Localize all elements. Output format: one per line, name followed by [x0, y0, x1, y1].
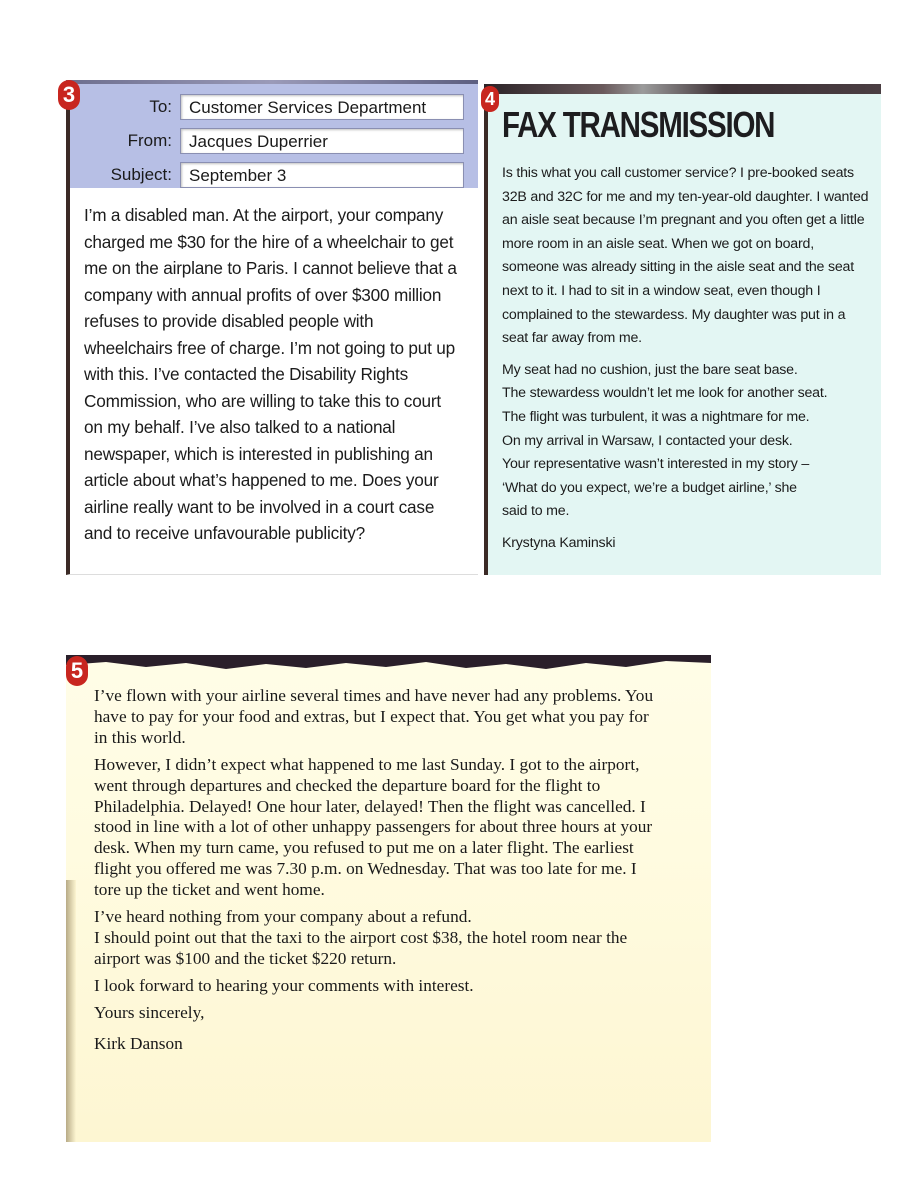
- letter-closing: Yours sincerely,: [94, 1002, 205, 1022]
- fax-line: My seat had no cushion, just the bare seat base.: [502, 361, 798, 378]
- letter-panel: [66, 656, 711, 1142]
- panel-number-badge: 5: [66, 656, 88, 686]
- email-header: [70, 84, 478, 188]
- letter-paragraph: [94, 907, 654, 970]
- fax-top-edge: [484, 84, 881, 94]
- panel-number-badge: 3: [58, 80, 80, 110]
- subject-label: Subject:: [110, 165, 172, 184]
- fax-panel: [484, 84, 881, 575]
- letter-paragraph: However, I didn’t expect what happened to me last Sunday. I got to the airport, went through departures and checked the departure board for the flight to Philadelphia. Delayed! One hour later, delayed! Then the flight was cancelled. I stood in line with a lot of other unhappy passengers for about three hours at your desk. When my turn came, you refused to put me on a later flight. The earliest flight you offered me was 7.30 p.m. on Wednesday. That was too late for me. I tore up the ticket and went home.: [94, 754, 653, 900]
- letter-signature: Kirk Danson: [94, 1033, 183, 1053]
- torn-top-edge: [66, 655, 711, 679]
- from-label: From:: [127, 131, 172, 150]
- to-field: Customer Services Department: [180, 94, 464, 120]
- letter-line: I should point out that the taxi to the airport cost $38, the hotel room near the airport was $100 and the ticket $220 return.: [94, 927, 628, 968]
- letter-line: I’ve heard nothing from your company about a refund.: [94, 907, 472, 927]
- email-panel: [66, 84, 478, 575]
- fax-line: said to me.: [502, 503, 570, 520]
- letter-left-shadow: [66, 880, 76, 1142]
- fax-line: Your representative wasn’t interested in my story –: [502, 456, 810, 473]
- from-field: Jacques Duperrier: [180, 128, 464, 154]
- fax-paragraph: Is this what you call customer service? I pre-booked seats 32B and 32C for me and my ten-year-old daughter. I wanted an aisle seat because I’m pregnant and you often get a little more room in an aisle seat. When we got on board, someone was already sitting in the aisle seat and the seat next to it. I had to sit in a window seat, even though I complained to the stewardess. My daughter was put in a seat far away from me.: [502, 165, 869, 347]
- panel-number-badge: 4: [481, 86, 499, 112]
- email-body: I’m a disabled man. At the airport, your company charged me $30 for the hire of a wheelchair to get me on the airplane to Paris. I cannot believe that a company with annual profits of over $300 million refuses to provide disabled people with wheelchairs free of charge. I’m not going to put up with this. I’ve contacted the Disability Rights Commission, who are willing to take this to court on my behalf. I’ve also talked to a national newspaper, which is interested in publishing an article about what’s happened to me. Does your airline really want to be involved in a court case and to receive unfavourable publicity?: [84, 205, 457, 543]
- fax-line: The flight was turbulent, it was a nightmare for me.: [502, 408, 810, 425]
- fax-line: ‘What do you expect, we’re a budget airline,’ she: [502, 479, 797, 496]
- subject-field: September 3: [180, 162, 464, 188]
- letter-paragraph: I look forward to hearing your comments with interest.: [94, 975, 474, 995]
- from-row: [84, 126, 464, 156]
- to-label: To:: [149, 97, 172, 116]
- fax-body: [502, 162, 874, 556]
- fax-signature: Krystyna Kaminski: [502, 534, 616, 551]
- letter-body: [94, 686, 654, 1061]
- fax-line: The stewardess wouldn’t let me look for another seat.: [502, 385, 828, 402]
- fax-line: On my arrival in Warsaw, I contacted your desk.: [502, 432, 793, 449]
- fax-paragraph: [502, 359, 874, 524]
- letter-paragraph: I’ve flown with your airline several times and have never had any problems. You have to pay for your food and extras, but I expect that. You get what you pay for in this world.: [94, 686, 654, 747]
- subject-row: [84, 160, 464, 190]
- fax-title: FAX TRANSMISSION: [502, 104, 775, 145]
- to-row: [84, 92, 464, 122]
